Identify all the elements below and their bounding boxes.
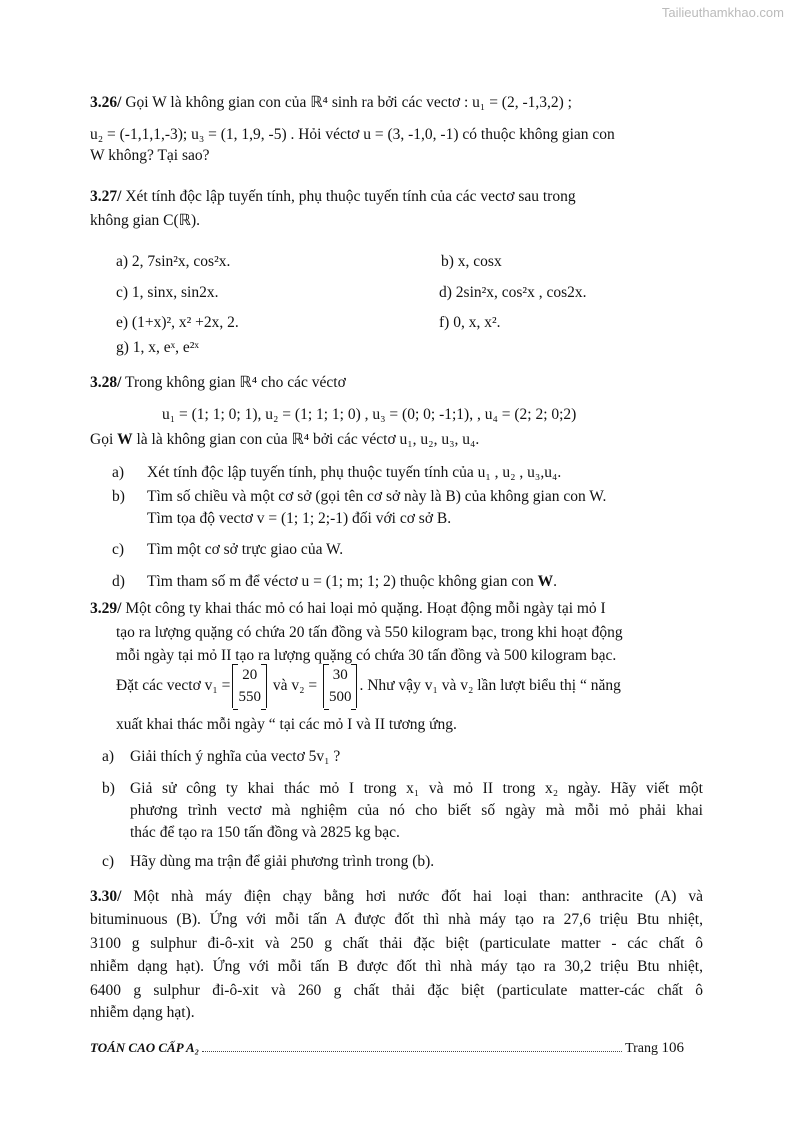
item-a-text: Xét tính độc lập tuyến tính, phụ thuộc tuyến tính của u₁ , u₂ , u₃,u₄. <box>147 464 562 481</box>
text: là là không gian con của ℝ⁴ bởi các véctơ u₁, u₂, u₃, u₄. <box>132 431 480 448</box>
page-footer <box>90 1040 684 1057</box>
item-b-text: Tìm số chiều và một cơ sở (gọi tên cơ sở này là B) của không gian con W. <box>147 488 607 505</box>
item-b-line-1: Giả sử công ty khai thác mỏ I trong x₁ và mỏ II trong x₂ ngày. Hãy viết một <box>130 780 703 797</box>
item-c-text: Tìm một cơ sở trực giao của W. <box>147 541 344 558</box>
item-d: d) 2sin²x, cos²x , cos2x. <box>439 284 587 301</box>
item-b-label: b) <box>112 488 125 505</box>
item-d-text <box>147 573 557 591</box>
problem-3-29-line-5: xuất khai thác mỗi ngày “ tại các mỏ I và II tương ứng. <box>116 716 457 733</box>
problem-number: 3.27/ <box>90 188 122 205</box>
item-g: g) 1, x, eˣ, e²ˣ <box>116 339 199 356</box>
watermark: Tailieuthamkhao.com <box>661 5 784 20</box>
problem-3-27-line-2: không gian C(ℝ). <box>90 212 200 229</box>
item-c-label: c) <box>112 541 125 558</box>
vector-v2-matrix <box>323 664 358 708</box>
item-f: f) 0, x, x². <box>439 314 501 331</box>
item-b: b) x, cosx <box>441 253 502 270</box>
item-b-text-2: Tìm tọa độ vectơ v = (1; 1; 2;-1) đối với cơ sở B. <box>147 510 452 527</box>
problem-number: 3.29/ <box>90 600 122 617</box>
footer-page-label: Trang <box>625 1041 658 1056</box>
text: Trong không gian ℝ⁴ cho các véctơ <box>121 374 346 391</box>
text: Gọi <box>90 431 118 448</box>
item-a-label: a) <box>112 464 125 481</box>
problem-number: 3.26/ <box>90 94 122 111</box>
problem-3-28-line-1 <box>90 374 346 392</box>
text: Đặt các vectơ v₁ = <box>116 677 231 694</box>
text: Gọi W là không gian con của ℝ⁴ sinh ra bởi các vectơ : u₁ = (2, -1,3,2) ; <box>121 94 572 111</box>
item-e: e) (1+x)², x² +2x, 2. <box>116 314 239 331</box>
item-c-text: Hãy dùng ma trận để giải phương trình trong (b). <box>130 853 435 870</box>
text: Xét tính độc lập tuyến tính, phụ thuộc tuyến tính của các vectơ sau trong <box>121 188 576 205</box>
vectors-line: u₁ = (1; 1; 0; 1), u₂ = (1; 1; 1; 0) , u₃ = (0; 0; -1;1), , u₄ = (2; 2; 0;2) <box>162 406 577 423</box>
text: . Như vậy v₁ và v₂ lần lượt biểu thị “ năng <box>359 677 621 694</box>
problem-3-30-line-6: nhiễm dạng hạt). <box>90 1004 195 1021</box>
problem-3-27-line-1 <box>90 188 576 206</box>
problem-3-29-line-1 <box>90 600 606 618</box>
problem-number: 3.28/ <box>90 374 122 391</box>
subspace-w: W <box>117 431 133 448</box>
matrix-entry: 500 <box>328 689 352 705</box>
footer-page-number: 106 <box>661 1040 684 1056</box>
matrix-entry: 30 <box>332 667 348 683</box>
item-b-line-2: phương trình vectơ mà nghiệm của nó cho biết số ngày mà mỗi mỏ phải khai <box>130 802 703 819</box>
problem-3-30-line-4: nhiễm dạng hạt). Ứng với mỗi tấn B được đốt thì nhà máy tạo ra 30,2 triệu Btu nhiệt, <box>90 958 703 975</box>
problem-3-30-line-3: 3100 g sulphur đi-ô-xit và 250 g chất thải đặc biệt (particulate matter - các chất ô <box>90 935 703 952</box>
text: và v₂ = <box>268 677 321 694</box>
problem-number: 3.30/ <box>90 888 122 905</box>
footer-title: TOÁN CAO CẤP A₂ <box>90 1040 200 1055</box>
text: Tìm tham số m để véctơ u = (1; m; 1; 2) thuộc không gian con <box>147 573 538 590</box>
item-c: c) 1, sinx, sin2x. <box>116 284 219 301</box>
item-b-label: b) <box>102 780 115 797</box>
text: Một công ty khai thác mỏ có hai loại mỏ quặng. Hoạt động mỗi ngày tại mỏ I <box>121 600 606 617</box>
vector-v1-matrix <box>232 664 267 708</box>
footer-dot-leader <box>202 1041 622 1052</box>
item-c-label: c) <box>102 853 115 870</box>
problem-3-29-vectors-line <box>116 664 621 708</box>
item-d-label: d) <box>112 573 125 590</box>
problem-3-26-line-2: u₂ = (-1,1,1,-3); u₃ = (1, 1,9, -5) . Hỏi véctơ u = (3, -1,0, -1) có thuộc không gian con <box>90 126 615 143</box>
problem-3-29-line-2: tạo ra lượng quặng có chứa 20 tấn đồng và 550 kilogram bạc, trong khi hoạt động <box>116 624 623 641</box>
text: Một nhà máy điện chạy bằng hơi nước đốt hai loại than: anthracite (A) và <box>121 888 703 905</box>
item-a: a) 2, 7sin²x, cos²x. <box>116 253 231 270</box>
problem-3-30-line-1 <box>90 888 703 906</box>
problem-3-29-line-3: mỗi ngày tại mỏ II tạo ra lượng quặng có chứa 30 tấn đồng và 500 kilogram bạc. <box>116 647 617 664</box>
problem-3-28-line-3 <box>90 431 479 449</box>
problem-3-30-line-2: bituminuous (B). Ứng với mỗi tấn A được đốt thì nhà máy tạo ra 27,6 triệu Btu nhiệt, <box>90 911 703 928</box>
text: . <box>553 573 557 590</box>
problem-3-26-line-3: W không? Tại sao? <box>90 147 210 164</box>
item-a-text: Giải thích ý nghĩa của vectơ 5v₁ ? <box>130 748 341 765</box>
matrix-entry: 20 <box>242 667 258 683</box>
matrix-entry: 550 <box>238 689 261 705</box>
item-b-line-3: thác để tạo ra 150 tấn đồng và 2825 kg bạc. <box>130 824 400 841</box>
subspace-w: W <box>537 573 554 590</box>
problem-3-30-line-5: 6400 g sulphur đi-ô-xit và 260 g chất thải đặc biệt (particulate matter-các chất ô <box>90 982 703 999</box>
item-a-label: a) <box>102 748 115 765</box>
problem-3-26-line-1 <box>90 94 572 112</box>
